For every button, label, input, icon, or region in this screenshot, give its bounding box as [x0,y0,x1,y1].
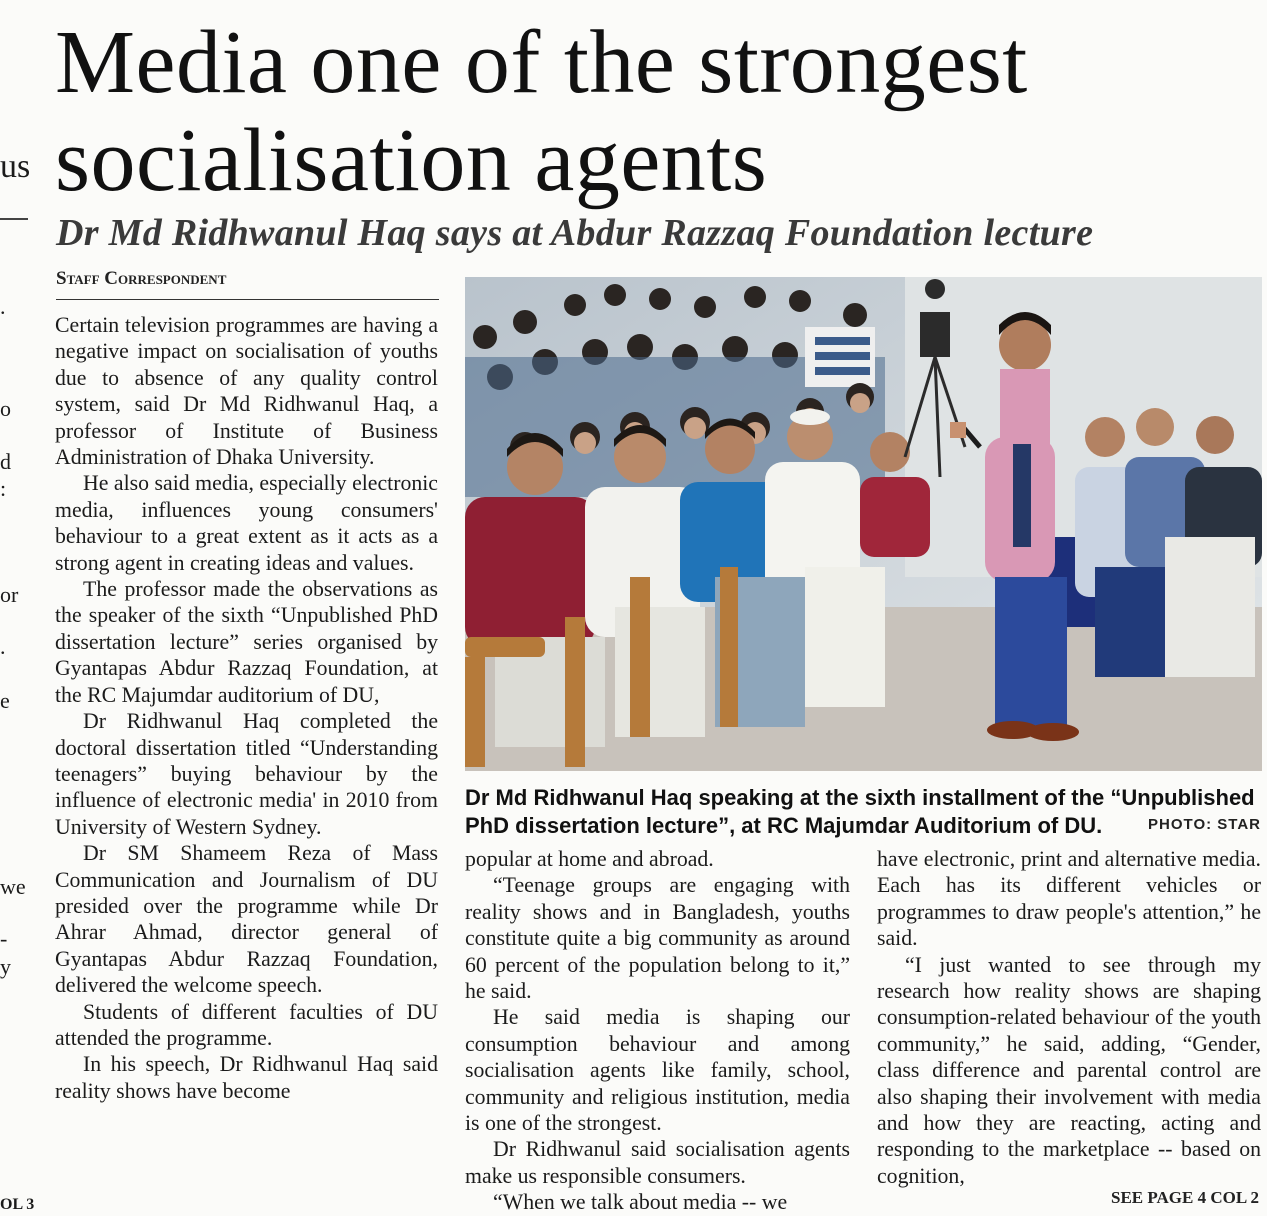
byline-rule [56,299,439,300]
photo-credit: PHOTO: STAR [1148,816,1261,833]
jump-line: SEE PAGE 4 COL 2 [1111,1188,1259,1207]
paragraph: “Teenage groups are engaging with reality shows and in Bangladesh, youths constitute quite a big community as around 60 percent of the population belong to it,” he said. [465,873,850,1004]
byline: Staff Correspondent [56,268,227,289]
margin-fragment: - [0,926,8,951]
paragraph: Students of different faculties of DU attended the programme. [55,999,438,1050]
article-column-3 [877,846,1261,1189]
margin-fragment: OL 3 [0,1196,35,1213]
paragraph: Dr Ridhwanul Haq completed the doctoral dissertation titled “Understanding teenagers” buying behaviour by the influence of electronic media' in 2010 from University of Western Sydney. [55,709,438,839]
paragraph: have electronic, print and alternative media. Each has its different vehicles or programmes to draw people's attention,” he said. [877,847,1261,951]
margin-fragment: we [0,874,26,899]
paragraph: popular at home and abroad. [465,847,714,871]
lecture-photo-illustration [465,277,1262,771]
article-column-1 [55,312,438,1104]
photo-caption: Dr Md Ridhwanul Haq speaking at the sixth installment of the “Unpublished PhD dissertation lecture”, at RC Majumdar Auditorium of DU. [465,785,1255,838]
margin-divider [0,218,28,220]
paragraph: Dr Ridhwanul said socialisation agents make us responsible consumers. [465,1137,850,1188]
paragraph: Certain television programmes are having a negative impact on socialisation of youths due to absence of any quality control system, said Dr Md Ridhwanul Haq, a professor of Institute of Business Administration of Dhaka University. [55,313,438,470]
margin-fragment: d [0,449,11,474]
paragraph: He also said media, especially electronic media, influences young consumers' behaviour to a great extent as it acts as a strong agent in creating ideas and values. [55,471,438,575]
margin-fragment: e [0,688,10,713]
paragraph: “I just wanted to see through my research how reality shows are shaping consumption-related behaviour of the youth community,” he said, adding, “Gender, class difference and parental control are also shaping their involvement with media and how they are reacting, acting and responding to the marketplace -- based on cognition, [877,952,1261,1188]
headline: Media one of the strongest socialisation agents [55,13,1028,210]
paragraph: Dr SM Shameem Reza of Mass Communication and Journalism of DU presided over the programme while Dr Ahrar Ahmad, director general of Gyantapas Abdur Razzaq Foundation, delivered the welcome speech. [55,841,438,998]
margin-fragment: : [0,476,7,501]
article-column-2 [465,846,850,1216]
margin-fragment: y [0,954,11,979]
subheadline: Dr Md Ridhwanul Haq says at Abdur Razzaq Foundation lecture [56,212,1094,254]
margin-fragment: o [0,396,11,421]
margin-fragment: . [0,634,6,659]
paragraph: “When we talk about media -- we [493,1190,788,1215]
margin-fragment: us [0,148,31,185]
margin-fragment: or [0,582,19,607]
margin-fragment: . [0,294,6,319]
paragraph: He said media is shaping our consumption behaviour and among socialisation agents like family, school, community and religious institution, media is one of the strongest. [465,1005,850,1136]
paragraph: The professor made the observations as the speaker of the sixth “Unpublished PhD dissertation lecture” series organised by Gyantapas Abdur Razzaq Foundation, at the RC Majumdar auditorium of DU, [55,577,438,707]
news-photo [465,277,1262,771]
paragraph: In his speech, Dr Ridhwanul Haq said reality shows have become [55,1052,438,1103]
